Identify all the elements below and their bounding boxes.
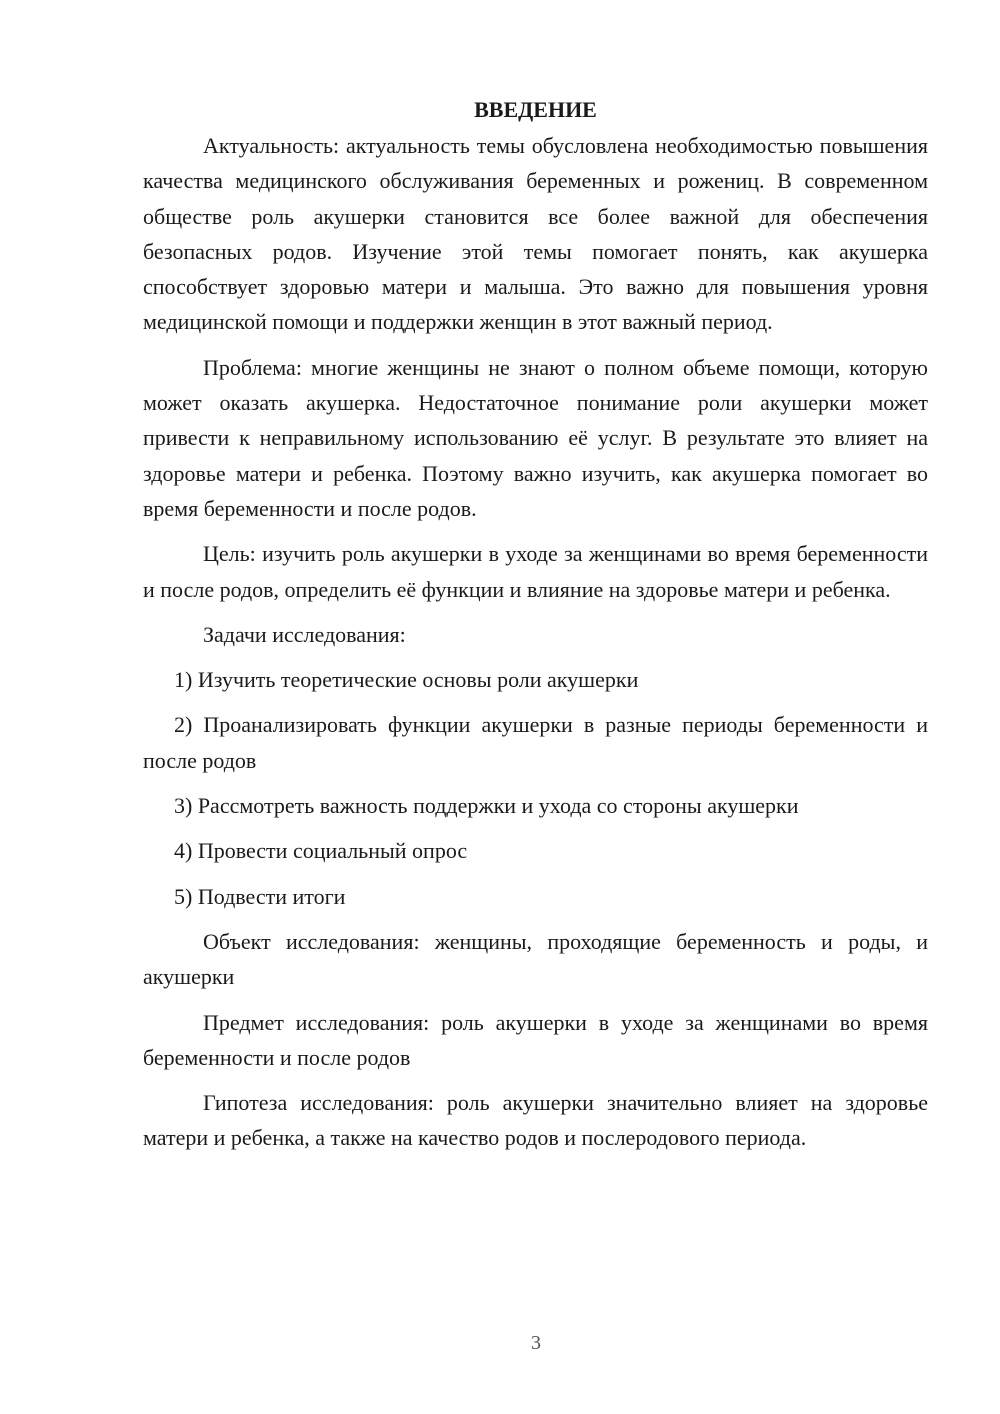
section-title: ВВЕДЕНИЕ	[474, 97, 597, 122]
hypothesis-paragraph: Гипотеза исследования: роль акушерки значительно влияет на здоровье матери и ребенка, а также на качество родов и послеродового периода.	[143, 1090, 928, 1151]
problem-paragraph: Проблема: многие женщины не знают о полном объеме помощи, которую может оказать акушерка. Недостаточное понимание роли акушерки может привести к неправильному использованию её услуг. В результате это влияет на здоровье матери и ребенка. Поэтому важно изучить, как акушерка помогает во время беременности и после родов.	[143, 354, 928, 521]
object-paragraph: Объект исследования: женщины, проходящие беременность и роды, и акушерки	[143, 928, 928, 990]
task-item-3: 3) Рассмотреть важность поддержки и ухода со стороны акушерки	[174, 793, 799, 819]
page-number: 3	[531, 1332, 541, 1354]
task-item-1: 1) Изучить теоретические основы роли акушерки	[174, 667, 639, 693]
document-page	[143, 92, 928, 1166]
goal-paragraph: Цель: изучить роль акушерки в уходе за женщинами во время беременности и после родов, определить её функции и влияние на здоровье матери и ребенка.	[143, 541, 928, 602]
subject-paragraph: Предмет исследования: роль акушерки в уходе за женщинами во время беременности и после родов	[143, 1009, 928, 1070]
task-item-4: 4) Провести социальный опрос	[174, 838, 468, 864]
tasks-heading: Задачи исследования:	[203, 621, 406, 647]
task-item-2: 2) Проанализировать функции акушерки в разные периоды беременности и после родов	[143, 712, 928, 773]
task-item-5: 5) Подвести итоги	[174, 883, 346, 909]
relevance-paragraph: Актуальность: актуальность темы обусловлена необходимостью повышения качества медицинского обслуживания беременных и рожениц. В современном обществе роль акушерки становится все более важной для обеспечения безопасных родов. Изучение этой темы помогает понять, как акушерка способствует здоровью матери и малыша. Это важно для повышения уровня медицинской помощи и поддержки женщин в этот важный период.	[143, 133, 928, 335]
